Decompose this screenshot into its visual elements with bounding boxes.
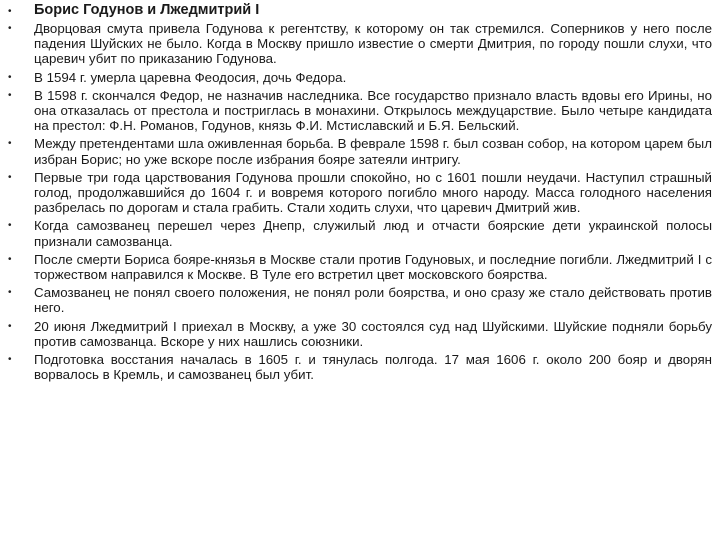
bullet-icon: • — [8, 138, 12, 150]
bullet-icon: • — [8, 220, 12, 232]
list-item — [8, 21, 712, 67]
list-item — [8, 88, 712, 134]
bullet-icon: • — [8, 287, 12, 299]
list-item — [8, 285, 712, 315]
list-item-text: После смерти Бориса бояре-князья в Москве стали против Годуновых, и последние погибли. Лжедмитрий I с торжеством направился к Москве. В Туле его встретил цвет московского боярства. — [34, 251, 712, 283]
bullet-icon: • — [8, 253, 12, 265]
bullet-icon: • — [8, 171, 12, 183]
bullet-icon: • — [8, 71, 12, 83]
list-item — [8, 136, 712, 166]
bullet-list — [8, 21, 712, 385]
list-item — [8, 218, 712, 248]
list-item-text: Подготовка восстания началась в 1605 г. и тянулась полгода. 17 мая 1606 г. около 200 бояр и дворян ворвалось в Кремль, и самозванец был убит. — [34, 352, 712, 383]
list-item-text: Дворцовая смута привела Годунова к регентству, к которому он так стремился. Соперников у него после падения Шуйских не было. Когда в Москву пришло известие о смерти Дмитрия, по городу пошли слухи, что царевич убит по приказанию Годунова. — [34, 21, 712, 67]
title-bullet: • — [8, 6, 12, 17]
title-line — [8, 0, 708, 22]
list-item-text: Когда самозванец перешел через Днепр, служилый люд и отчасти боярские дети украинской полосы признали самозванца. — [34, 218, 712, 249]
list-item — [8, 70, 712, 85]
list-item-text: 20 июня Лжедмитрий I приехал в Москву, а уже 30 состоялся суд над Шуйскими. Шуйские подняли борьбу против самозванца. Вскоре у них нашлись союзники. — [34, 318, 712, 349]
list-item — [8, 352, 712, 382]
list-item-text: Самозванец не понял своего положения, не понял роли боярства, и оно сразу же стало действовать против него. — [34, 285, 712, 316]
list-item-text: В 1594 г. умерла царевна Феодосия, дочь Федора. — [34, 69, 347, 85]
bullet-icon: • — [8, 320, 12, 332]
bullet-icon: • — [8, 23, 12, 34]
list-item — [8, 252, 712, 282]
bullet-icon: • — [8, 89, 12, 101]
list-item — [8, 170, 712, 216]
list-item-text: В 1598 г. скончался Федор, не назначив наследника. Все государство признало власть вдовы его Ирины, но она отказалась от престола и постриглась в монахини. Открылось междуцарствие. Было четыре кандидата на престол: Ф.Н. Романов, Годунов, князь Ф.И. Мстиславский и Б.Я. Бельский. — [34, 87, 712, 134]
list-item-text: Между претендентами шла оживленная борьба. В феврале 1598 г. был созван собор, на котором царем был избран Борис; но уже вскоре после избрания бояре затеяли интригу. — [34, 136, 712, 167]
bullet-icon: • — [8, 354, 12, 366]
list-item-text: Первые три года царствования Годунова прошли спокойно, но с 1601 пошли неудачи. Наступил страшный голод, продолжавшийся до 1604 г. и вовремя которого погибло много народу. Масса голодного населения разбрелась по дорогам и стала грабить. Стали ходить слухи, что царевич Дмитрий жив. — [34, 169, 712, 216]
page-title: Борис Годунов и Лжедмитрий I — [34, 2, 260, 18]
list-item — [8, 319, 712, 349]
